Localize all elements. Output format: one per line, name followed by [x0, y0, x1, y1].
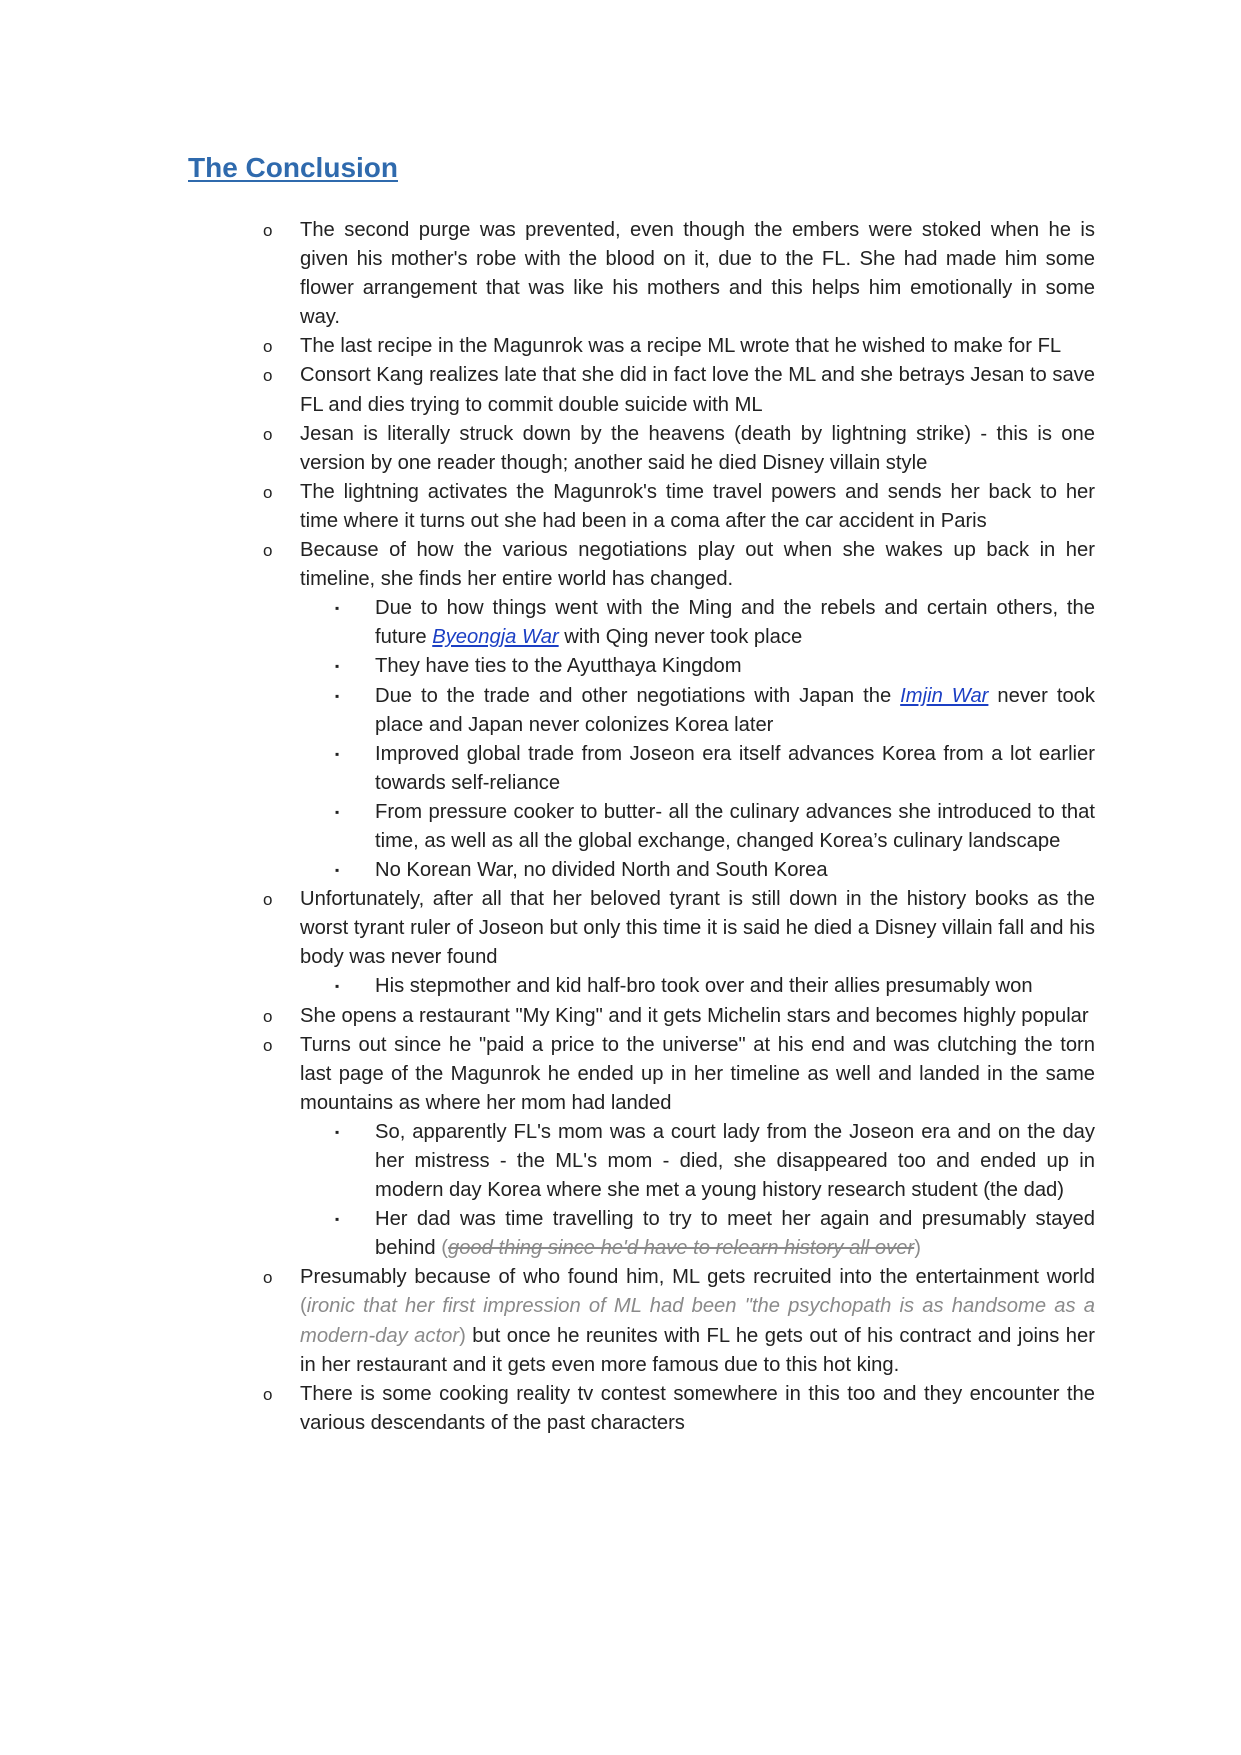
item-text: Because of how the various negotiations play out when she wakes up back in her timeline, she finds her entire world has changed. — [300, 539, 1095, 591]
sub-list-item — [335, 972, 1095, 1001]
item-text: The last recipe in the Magunrok was a recipe ML wrote that he wished to make for FL — [300, 335, 1062, 358]
paren-close: ) — [914, 1237, 921, 1260]
paren-close: ) — [459, 1324, 466, 1347]
list-item — [263, 332, 1095, 361]
list-item — [263, 536, 1095, 594]
sub-list-item — [335, 1118, 1095, 1205]
square-bullet-icon: ▪ — [335, 804, 340, 819]
item-text: Turns out since he "paid a price to the universe" at his end and was clutching the torn last page of the Magunrok he ended up in her timeline as well and landed in the same mountains as where her mom had landed — [300, 1033, 1095, 1114]
list-item — [263, 216, 1095, 332]
struck-aside-text: good thing since he'd have to relearn history all over — [447, 1237, 915, 1260]
list-item — [263, 1263, 1095, 1379]
item-text: They have ties to the Ayutthaya Kingdom — [375, 655, 742, 678]
sub-list-item — [335, 1205, 1095, 1263]
item-text: never took place and Japan never colonizes Korea later — [375, 684, 1095, 736]
item-text: Unfortunately, after all that her beloved tyrant is still down in the history books as the worst tyrant ruler of Joseon but only this time it is said he died a Disney villain fall and his body was never found — [300, 888, 1095, 969]
item-text: Jesan is literally struck down by the heavens (death by lightning strike) - this is one version by one reader though; another said he died Disney villain style — [300, 422, 1095, 474]
list-item — [263, 478, 1095, 536]
square-bullet-icon: ▪ — [335, 659, 340, 674]
circle-bullet-icon: o — [263, 366, 273, 386]
list-item — [263, 885, 1095, 972]
item-text: No Korean War, no divided North and South Korea — [375, 859, 828, 882]
item-text: The lightning activates the Magunrok's time travel powers and sends her back to her time where it turns out she had been in a coma after the car accident in Paris — [300, 480, 1095, 532]
item-text: Presumably because of who found him, ML gets recruited into the entertainment world — [300, 1266, 1095, 1289]
square-bullet-icon: ▪ — [335, 1212, 340, 1227]
circle-bullet-icon: o — [263, 890, 273, 910]
circle-bullet-icon: o — [263, 1268, 273, 1288]
square-bullet-icon: ▪ — [335, 863, 340, 878]
sub-list-item — [335, 682, 1095, 740]
circle-bullet-icon: o — [263, 221, 273, 240]
item-text: Consort Kang realizes late that she did in fact love the ML and she betrays Jesan to save FL and dies trying to commit double suicide with ML — [300, 364, 1095, 416]
item-text: Due to how things went with the Ming and the rebels and certain others, the future — [375, 597, 1095, 649]
paren-open: ( — [300, 1295, 307, 1318]
circle-bullet-icon: o — [263, 424, 273, 444]
square-bullet-icon: ▪ — [335, 1124, 340, 1139]
sub-list-item — [335, 798, 1095, 856]
aside-note: ironic that her first impression of ML had been "the psychopath is as handsome as a modern-day actor — [300, 1295, 1095, 1347]
imjin-war-link[interactable]: Imjin War — [900, 684, 989, 707]
sub-list-item — [335, 652, 1095, 681]
item-text: Due to the trade and other negotiations with Japan the — [375, 684, 901, 707]
item-text: Her dad was time travelling to try to meet her again and presumably stayed behind — [375, 1208, 1095, 1260]
list-item — [263, 420, 1095, 478]
circle-bullet-icon: o — [263, 1384, 273, 1404]
sub-list-item — [335, 594, 1095, 652]
byeongja-war-link[interactable]: Byeongja War — [432, 626, 559, 649]
list-item — [263, 361, 1095, 419]
item-text: From pressure cooker to butter- all the culinary advances she introduced to that time, as well as all the global exchange, changed Korea’s culinary landscape — [375, 800, 1095, 852]
sub-list-item — [335, 740, 1095, 798]
circle-bullet-icon: o — [263, 337, 273, 357]
item-text: The second purge was prevented, even though the embers were stoked when he is given his mother's robe with the blood on it, due to the FL. She had made him some flower arrangement that was like his mothers and this helps him emotionally in some way. — [300, 219, 1095, 329]
item-text: but once he reunites with FL he gets out of his contract and joins her in her restaurant and it gets even more famous due to this hot king. — [300, 1324, 1095, 1376]
item-text: His stepmother and kid half-bro took over and their allies presumably won — [375, 975, 1033, 998]
item-text: She opens a restaurant "My King" and it gets Michelin stars and becomes highly popular — [300, 1004, 1089, 1027]
conclusion-list — [263, 216, 1095, 1438]
square-bullet-icon: ▪ — [335, 746, 340, 761]
page-title: The Conclusion — [188, 152, 398, 183]
item-text: There is some cooking reality tv contest somewhere in this too and they encounter the various descendants of the past characters — [300, 1382, 1095, 1434]
circle-bullet-icon: o — [263, 1006, 273, 1026]
item-text: Improved global trade from Joseon era itself advances Korea from a lot earlier towards self-reliance — [375, 742, 1095, 794]
list-item — [263, 1002, 1095, 1031]
square-bullet-icon: ▪ — [335, 601, 340, 616]
circle-bullet-icon: o — [263, 482, 273, 502]
square-bullet-icon: ▪ — [335, 979, 340, 994]
sub-list-item — [335, 856, 1095, 885]
item-text: with Qing never took place — [558, 626, 803, 649]
circle-bullet-icon: o — [263, 1035, 273, 1055]
item-text: So, apparently FL's mom was a court lady from the Joseon era and on the day her mistress - the ML's mom - died, she disappeared too and ended up in modern day Korea where she met a young history research student (the dad) — [375, 1120, 1095, 1202]
paren-open: ( — [441, 1237, 448, 1260]
list-item — [263, 1380, 1095, 1438]
list-item — [263, 1031, 1095, 1118]
square-bullet-icon: ▪ — [335, 688, 340, 703]
circle-bullet-icon: o — [263, 541, 273, 561]
